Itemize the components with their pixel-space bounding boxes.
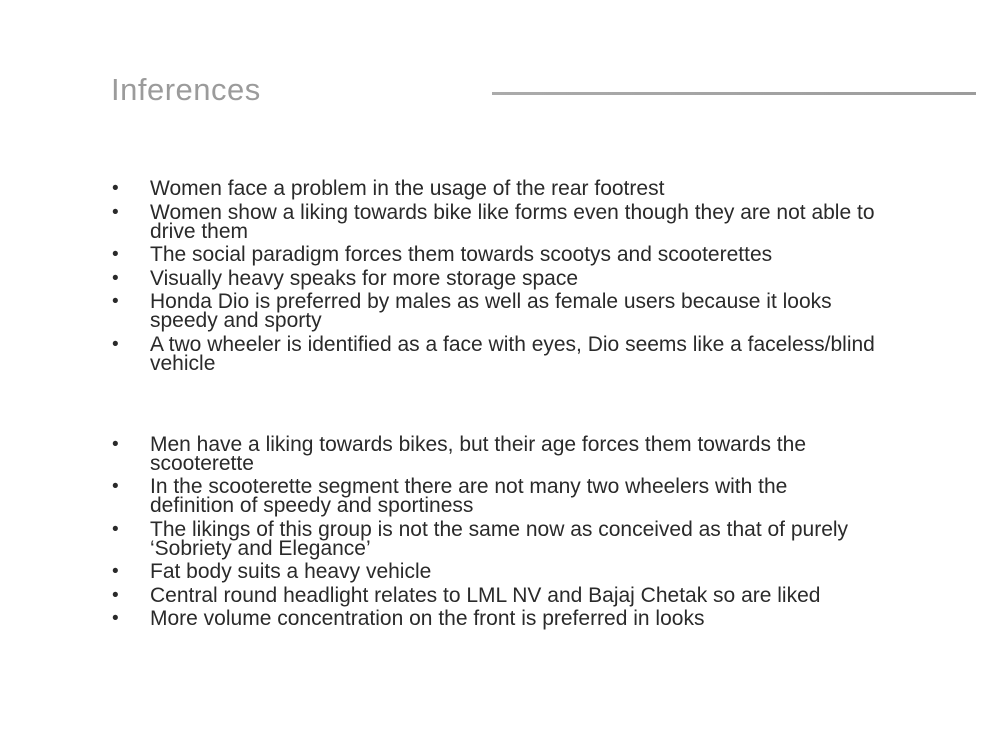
bullet-icon: •	[112, 201, 119, 223]
bullet-text-line: definition of speedy and sportiness	[150, 494, 474, 517]
bullet-text-line: A two wheeler is identified as a face with eyes, Dio seems like a faceless/blind	[150, 332, 875, 356]
bullet-text-line: Central round headlight relates to LML NV and Bajaj Chetak so are liked	[150, 583, 821, 607]
bullet-list-bottom	[112, 432, 982, 630]
bullet-icon: •	[112, 518, 119, 540]
bullet-item	[112, 245, 982, 264]
bullet-item	[112, 292, 982, 330]
bullet-icon: •	[112, 584, 119, 606]
bullet-text-line: Women show a liking towards bike like forms even though they are not able to	[150, 200, 875, 224]
bullet-text-line: In the scooterette segment there are not many two wheelers with the	[150, 475, 788, 498]
bullet-item	[112, 562, 982, 581]
bullet-list-top	[112, 179, 982, 373]
bullet-icon: •	[112, 333, 119, 355]
bullet-text-line: The social paradigm forces them towards scootys and scooterettes	[150, 243, 773, 266]
bullet-icon: •	[112, 267, 119, 289]
bullet-text-line: Women face a problem in the usage of the rear footrest	[150, 177, 665, 200]
bullet-item	[112, 517, 982, 560]
bullet-icon: •	[112, 178, 119, 199]
bullet-text-line: Visually heavy speaks for more storage space	[150, 266, 578, 290]
bullet-item	[112, 332, 982, 375]
bullet-item	[112, 266, 982, 290]
bullet-text-line: ‘Sobriety and Elegance’	[150, 536, 371, 560]
bullet-text-line: Men have a liking towards bikes, but their age forces them towards the	[150, 432, 807, 456]
bullet-item	[112, 583, 982, 607]
bullet-text-line: drive them	[150, 219, 249, 243]
bullet-text-line: More volume concentration on the front is preferred in looks	[150, 607, 705, 630]
bullet-icon: •	[112, 476, 119, 497]
bullet-text-line: Fat body suits a heavy vehicle	[150, 560, 432, 583]
bullet-text-line: speedy and sporty	[150, 309, 322, 332]
slide-title: Inferences	[111, 72, 261, 107]
bullet-icon: •	[112, 244, 119, 265]
bullet-icon: •	[112, 291, 119, 312]
bullet-icon: •	[112, 433, 119, 455]
slide-body	[112, 179, 982, 633]
bullet-item	[112, 609, 982, 628]
title-divider-line	[492, 92, 976, 95]
bullet-text-line: The likings of this group is not the same now as conceived as that of purely	[150, 517, 849, 541]
bullet-icon: •	[112, 561, 119, 582]
bullet-item	[112, 200, 982, 243]
bullet-item	[112, 477, 982, 515]
bullet-item	[112, 432, 982, 475]
bullet-text-line: scooterette	[150, 451, 254, 475]
bullet-text-line: vehicle	[150, 351, 216, 375]
bullet-text-line: Honda Dio is preferred by males as well as female users because it looks	[150, 290, 832, 313]
bullet-icon: •	[112, 608, 119, 629]
bullet-item	[112, 179, 982, 198]
